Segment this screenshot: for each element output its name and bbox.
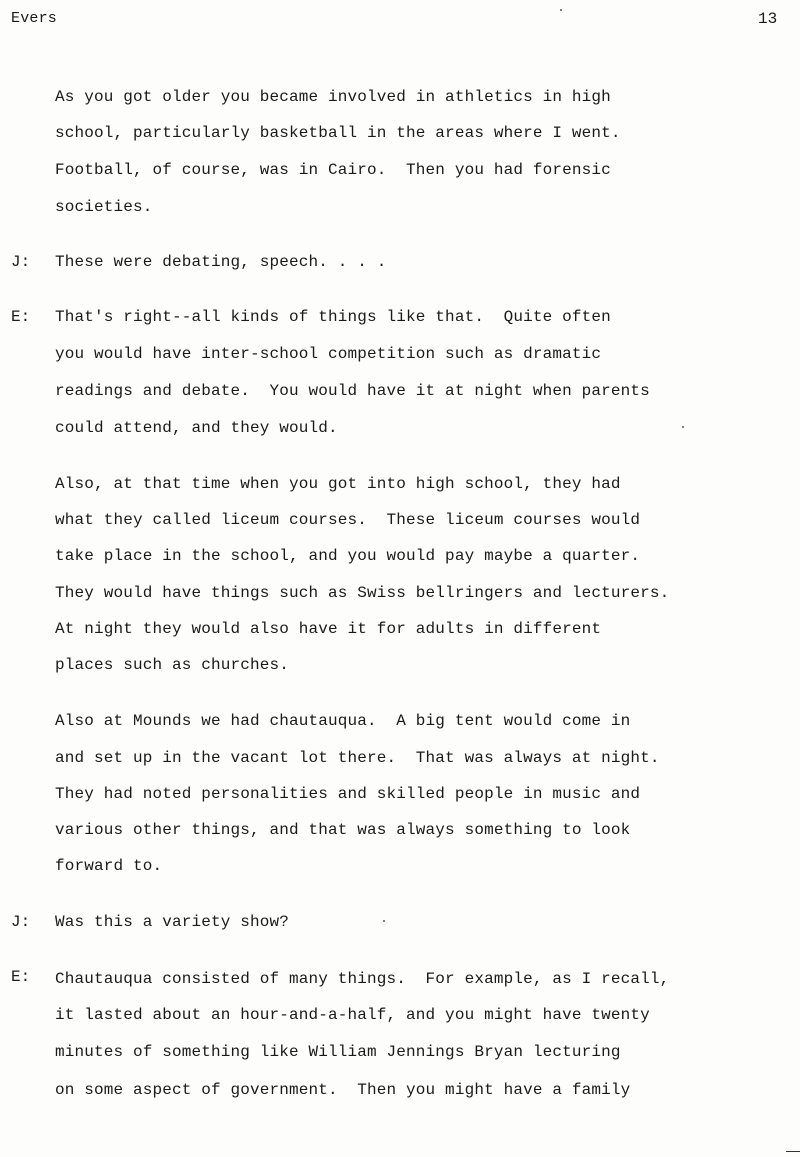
- body-line: on some aspect of government. Then you might have a family: [55, 1081, 631, 1099]
- body-line: forward to.: [55, 857, 163, 875]
- body-line: As you got older you became involved in athletics in high: [55, 88, 611, 106]
- scan-speck: [383, 920, 385, 922]
- body-line: you would have inter-school competition such as dramatic: [55, 345, 602, 363]
- body-line: Football, of course, was in Cairo. Then you had forensic: [55, 161, 611, 179]
- body-line: readings and debate. You would have it at night when parents: [55, 382, 650, 400]
- body-line: take place in the school, and you would pay maybe a quarter.: [55, 547, 641, 565]
- speaker-label: E:: [11, 308, 31, 326]
- speaker-label: J:: [11, 913, 31, 931]
- speaker-label: J:: [11, 253, 31, 271]
- scan-speck: [682, 426, 684, 428]
- body-line: and set up in the vacant lot there. That was always at night.: [55, 749, 660, 767]
- body-line: places such as churches.: [55, 656, 290, 674]
- scan-speck: [560, 9, 562, 11]
- body-line: That's right--all kinds of things like that. Quite often: [55, 308, 611, 326]
- body-line: various other things, and that was always something to look: [55, 821, 631, 839]
- body-line: school, particularly basketball in the areas where I went.: [55, 124, 621, 142]
- body-line: societies.: [55, 198, 153, 216]
- body-line: Also, at that time when you got into high school, they had: [55, 475, 621, 493]
- body-line: They would have things such as Swiss bellringers and lecturers.: [55, 584, 670, 602]
- body-line: Was this a variety show?: [55, 913, 290, 931]
- speaker-label: E:: [11, 968, 31, 986]
- body-line: Also at Mounds we had chautauqua. A big tent would come in: [55, 712, 631, 730]
- body-line: Chautauqua consisted of many things. For example, as I recall,: [55, 970, 670, 988]
- body-line: These were debating, speech. . . .: [55, 253, 387, 271]
- body-line: it lasted about an hour-and-a-half, and you might have twenty: [55, 1006, 650, 1024]
- scan-edge-mark: [786, 1151, 800, 1152]
- page-header-name: Evers: [11, 10, 58, 27]
- page-number: 13: [758, 10, 778, 28]
- body-line: minutes of something like William Jennings Bryan lecturing: [55, 1043, 621, 1061]
- body-line: what they called liceum courses. These liceum courses would: [55, 511, 641, 529]
- body-line: could attend, and they would.: [55, 419, 338, 437]
- body-line: They had noted personalities and skilled people in music and: [55, 785, 641, 803]
- body-line: At night they would also have it for adults in different: [55, 620, 602, 638]
